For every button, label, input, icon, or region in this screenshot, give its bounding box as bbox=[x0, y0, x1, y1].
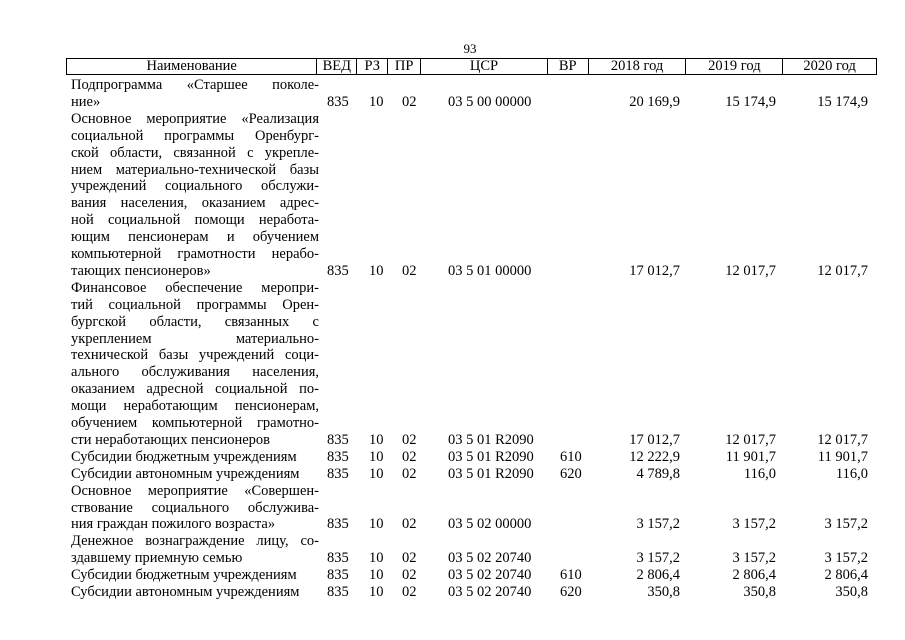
header-csr: ЦСР bbox=[420, 59, 547, 74]
cell-2018: 3 157,2 bbox=[636, 516, 680, 533]
cell-2020: 12 017,7 bbox=[817, 431, 868, 448]
cell-2019: 12 017,7 bbox=[725, 262, 776, 279]
cell-2019: 3 157,2 bbox=[732, 550, 776, 567]
cell-name: сти неработающих пенсионеров bbox=[71, 431, 270, 448]
table-row bbox=[0, 449, 905, 466]
cell-2019: 2 806,4 bbox=[732, 567, 776, 584]
cell-2018: 2 806,4 bbox=[636, 567, 680, 584]
cell-pr: 02 bbox=[402, 431, 417, 448]
cell-csr: 03 5 02 20740 bbox=[448, 567, 532, 584]
cell-pr: 02 bbox=[402, 93, 417, 110]
cell-name: ской области, связанной с укрепле- bbox=[71, 144, 319, 161]
cell-rz: 10 bbox=[369, 431, 384, 448]
cell-2018: 4 789,8 bbox=[636, 465, 680, 482]
cell-ved: 835 bbox=[327, 448, 349, 465]
table-row bbox=[0, 77, 905, 94]
cell-name: здавшему приемную семью bbox=[71, 550, 243, 567]
table-row bbox=[0, 381, 905, 398]
cell-name: оказанием адресной социальной по- bbox=[71, 381, 319, 398]
header-name: Наименование bbox=[146, 58, 237, 74]
table-header bbox=[66, 58, 877, 75]
cell-2019: 12 017,7 bbox=[725, 431, 776, 448]
cell-pr: 02 bbox=[402, 584, 417, 600]
cell-name: ние» bbox=[71, 93, 101, 110]
table-row bbox=[0, 415, 905, 432]
header-ved: ВЕД bbox=[316, 59, 356, 74]
cell-name: Основное мероприятие «Совершен- bbox=[71, 482, 319, 499]
cell-2018: 12 222,9 bbox=[629, 448, 680, 465]
table-row bbox=[0, 280, 905, 297]
cell-name: ной социальной помощи неработа- bbox=[71, 212, 319, 229]
cell-vr: 620 bbox=[560, 584, 582, 600]
cell-name: Субсидии автономным учреждениям bbox=[71, 465, 300, 482]
cell-csr: 03 5 01 R2090 bbox=[448, 448, 534, 465]
cell-vr: 610 bbox=[560, 448, 582, 465]
cell-pr: 02 bbox=[402, 262, 417, 279]
cell-2020: 12 017,7 bbox=[817, 262, 868, 279]
table-row bbox=[0, 398, 905, 415]
table-row bbox=[0, 516, 905, 533]
table-row bbox=[0, 550, 905, 567]
cell-2020: 116,0 bbox=[835, 465, 868, 482]
table-row bbox=[0, 246, 905, 263]
table-row bbox=[0, 314, 905, 331]
cell-pr: 02 bbox=[402, 448, 417, 465]
table-row bbox=[0, 533, 905, 550]
cell-2020: 2 806,4 bbox=[824, 567, 868, 584]
cell-name: нием материально-технической базы bbox=[71, 161, 319, 178]
cell-name: Подпрограмма «Старшее поколе- bbox=[71, 77, 319, 93]
cell-name: Субсидии бюджетным учреждениям bbox=[71, 567, 297, 584]
cell-name: социальной программы Оренбург- bbox=[71, 127, 319, 144]
table-row bbox=[0, 263, 905, 280]
cell-name: Денежное вознаграждение лицу, со- bbox=[71, 533, 319, 550]
cell-pr: 02 bbox=[402, 550, 417, 567]
table-row bbox=[0, 347, 905, 364]
cell-name: укреплением материально- bbox=[71, 330, 319, 347]
table-row bbox=[0, 500, 905, 517]
table-row bbox=[0, 111, 905, 128]
cell-2018: 3 157,2 bbox=[636, 550, 680, 567]
cell-rz: 10 bbox=[369, 584, 384, 600]
cell-name: бургской области, связанных с bbox=[71, 313, 319, 330]
cell-2020: 3 157,2 bbox=[824, 550, 868, 567]
cell-rz: 10 bbox=[369, 516, 384, 533]
cell-pr: 02 bbox=[402, 516, 417, 533]
cell-2019: 3 157,2 bbox=[732, 516, 776, 533]
header-2019: 2019 год bbox=[685, 59, 782, 74]
cell-2018: 17 012,7 bbox=[629, 431, 680, 448]
cell-csr: 03 5 01 R2090 bbox=[448, 465, 534, 482]
cell-name: вания населения, оказанием адрес- bbox=[71, 195, 319, 212]
table-row bbox=[0, 331, 905, 348]
cell-2018: 20 169,9 bbox=[629, 93, 680, 110]
cell-csr: 03 5 00 00000 bbox=[448, 93, 532, 110]
cell-2020: 15 174,9 bbox=[817, 93, 868, 110]
cell-ved: 835 bbox=[327, 431, 349, 448]
cell-name: ального обслуживания населения, bbox=[71, 364, 319, 381]
cell-2020: 3 157,2 bbox=[824, 516, 868, 533]
cell-vr: 610 bbox=[560, 567, 582, 584]
cell-rz: 10 bbox=[369, 550, 384, 567]
header-2020: 2020 год bbox=[782, 59, 876, 74]
cell-name: Субсидии автономным учреждениям bbox=[71, 584, 300, 600]
table-row bbox=[0, 432, 905, 449]
cell-ved: 835 bbox=[327, 465, 349, 482]
page-number: 93 bbox=[463, 41, 477, 56]
cell-rz: 10 bbox=[369, 93, 384, 110]
cell-name: тающих пенсионеров» bbox=[71, 262, 211, 279]
table-row bbox=[0, 162, 905, 179]
cell-csr: 03 5 01 00000 bbox=[448, 262, 532, 279]
cell-rz: 10 bbox=[369, 448, 384, 465]
header-rz: РЗ bbox=[356, 59, 387, 74]
cell-ved: 835 bbox=[327, 516, 349, 533]
cell-rz: 10 bbox=[369, 465, 384, 482]
cell-csr: 03 5 01 R2090 bbox=[448, 431, 534, 448]
cell-2020: 11 901,7 bbox=[817, 448, 868, 465]
cell-2019: 350,8 bbox=[743, 584, 776, 600]
cell-2019: 11 901,7 bbox=[725, 448, 776, 465]
table-row bbox=[0, 584, 905, 601]
cell-pr: 02 bbox=[402, 567, 417, 584]
cell-name: ствование социального обслужива- bbox=[71, 499, 319, 516]
cell-2018: 17 012,7 bbox=[629, 262, 680, 279]
cell-vr: 620 bbox=[560, 465, 582, 482]
table-row bbox=[0, 229, 905, 246]
cell-2019: 116,0 bbox=[743, 465, 776, 482]
cell-name: Основное мероприятие «Реализация bbox=[71, 110, 319, 127]
cell-rz: 10 bbox=[369, 262, 384, 279]
cell-name: Финансовое обеспечение меропри- bbox=[71, 279, 319, 296]
cell-ved: 835 bbox=[327, 262, 349, 279]
cell-name: мощи неработающим пенсионерам, bbox=[71, 398, 319, 415]
cell-rz: 10 bbox=[369, 567, 384, 584]
table-row bbox=[0, 145, 905, 162]
table-row bbox=[0, 128, 905, 145]
cell-ved: 835 bbox=[327, 567, 349, 584]
header-pr: ПР bbox=[387, 59, 420, 74]
table-row bbox=[0, 364, 905, 381]
cell-csr: 03 5 02 20740 bbox=[448, 550, 532, 567]
table-row bbox=[0, 466, 905, 483]
cell-2020: 350,8 bbox=[835, 584, 868, 600]
table-row bbox=[0, 195, 905, 212]
cell-csr: 03 5 02 20740 bbox=[448, 584, 532, 600]
cell-2019: 15 174,9 bbox=[725, 93, 776, 110]
table-row bbox=[0, 483, 905, 500]
table-row bbox=[0, 297, 905, 314]
cell-name: ющим пенсионерам и обучением bbox=[71, 229, 319, 246]
header-2018: 2018 год bbox=[588, 59, 686, 74]
cell-name: Субсидии бюджетным учреждениям bbox=[71, 448, 297, 465]
cell-name: учреждений социального обслужи- bbox=[71, 178, 319, 195]
cell-2018: 350,8 bbox=[647, 584, 680, 600]
table-row bbox=[0, 94, 905, 111]
cell-pr: 02 bbox=[402, 465, 417, 482]
table-row bbox=[0, 567, 905, 584]
cell-ved: 835 bbox=[327, 93, 349, 110]
cell-name: ния граждан пожилого возраста» bbox=[71, 516, 276, 533]
header-vr: ВР bbox=[547, 59, 588, 74]
table-row bbox=[0, 178, 905, 195]
cell-name: обучением компьютерной грамотно- bbox=[71, 415, 319, 431]
cell-name: технической базы учреждений соци- bbox=[71, 347, 319, 364]
cell-ved: 835 bbox=[327, 550, 349, 567]
cell-ved: 835 bbox=[327, 584, 349, 600]
table-row bbox=[0, 212, 905, 229]
cell-name: компьютерной грамотности нерабо- bbox=[71, 246, 319, 262]
cell-name: тий социальной программы Орен- bbox=[71, 296, 319, 313]
cell-csr: 03 5 02 00000 bbox=[448, 516, 532, 533]
